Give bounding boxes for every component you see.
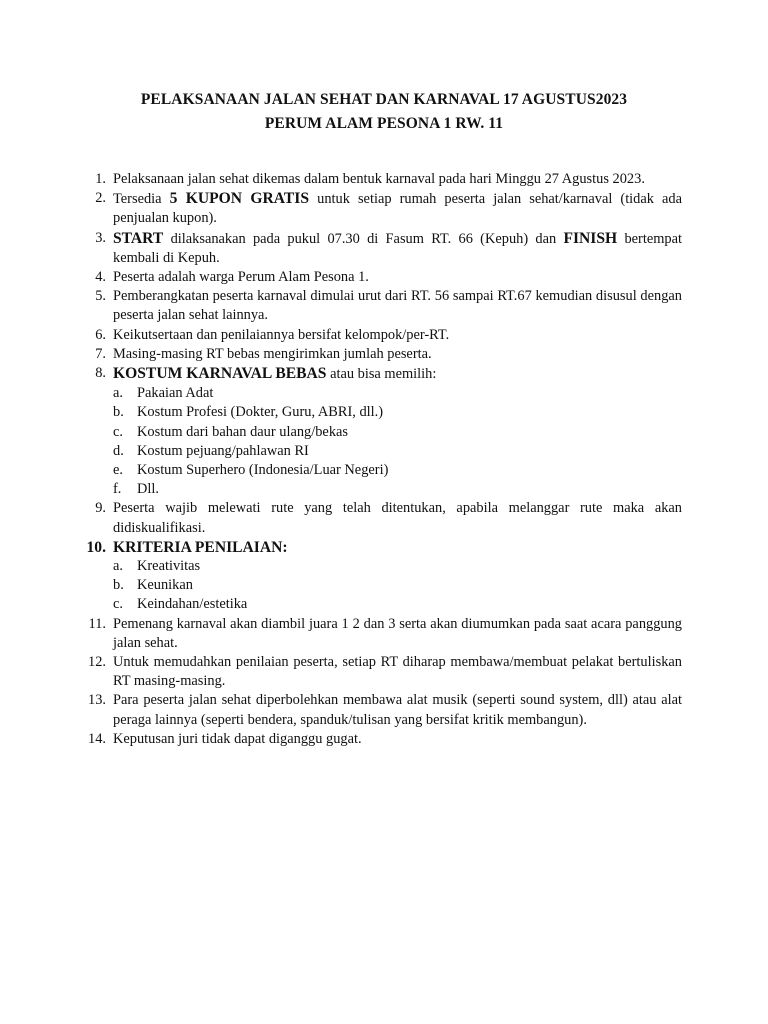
item-number: 4.	[95, 269, 106, 286]
item-text: Peserta adalah warga Perum Alam Pesona 1.	[113, 269, 369, 286]
item-text-post: bertempat kembali di Kepuh.	[113, 230, 682, 266]
sub-item-d	[113, 442, 682, 461]
list-item-8	[82, 364, 682, 499]
list-item-13	[82, 691, 682, 729]
sub-item-a	[113, 384, 682, 403]
item-text	[113, 364, 682, 384]
sub-item-f	[113, 480, 682, 499]
item-number: 11.	[88, 615, 106, 632]
item-number: 3.	[95, 229, 106, 246]
sub-item-b	[113, 576, 682, 595]
item-text-post: atau bisa memilih:	[326, 366, 437, 383]
list-item-11	[82, 615, 682, 653]
costume-options-list	[113, 384, 682, 499]
sub-item-text: Kostum pejuang/pahlawan RI	[137, 442, 309, 459]
sub-item-c	[113, 423, 682, 442]
sub-item-letter: b.	[113, 577, 124, 594]
sub-item-e	[113, 461, 682, 480]
list-item-7	[82, 345, 682, 364]
list-item-12	[82, 653, 682, 691]
item-text	[113, 189, 682, 228]
list-item-1	[82, 170, 682, 189]
item-text-post: untuk setiap rumah peserta jalan sehat/karnaval (tidak ada penjualan kupon).	[113, 191, 682, 227]
list-item-6	[82, 326, 682, 345]
item-number: 8.	[95, 365, 106, 382]
sub-item-b	[113, 403, 682, 422]
item-text-pre: Tersedia	[113, 191, 170, 208]
item-text-emphasis: 5 KUPON GRATIS	[169, 190, 310, 208]
item-number: 7.	[95, 345, 106, 362]
document-title: PELAKSANAAN JALAN SEHAT DAN KARNAVAL 17 AGUSTUS2023	[140, 91, 628, 108]
item-text: Peserta wajib melewati rute yang telah ditentukan, apabila melanggar rute maka akan didiskualifikasi.	[113, 500, 682, 536]
item-text: Pemenang karnaval akan diambil juara 1 2 dan 3 serta akan diumumkan pada saat acara panggung jalan sehat.	[113, 615, 682, 651]
item-text: Pelaksanaan jalan sehat dikemas dalam bentuk karnaval pada hari Minggu 27 Agustus 2023.	[113, 171, 645, 187]
item-number: 1.	[95, 171, 106, 187]
sub-item-letter: c.	[113, 596, 123, 613]
item-text: Untuk memudahkan penilaian peserta, setiap RT diharap membawa/membuat pelakat bertuliskan RT masing-masing.	[113, 654, 682, 690]
item-number: 14.	[88, 730, 106, 747]
sub-item-text: Kreativitas	[137, 558, 201, 575]
list-item-10	[82, 538, 682, 557]
sub-item-letter: a.	[113, 558, 123, 575]
list-item-3	[82, 229, 682, 268]
list-item-5	[82, 287, 682, 325]
item-number: 9.	[95, 500, 106, 517]
criteria-list	[113, 557, 682, 615]
item-text-finish: FINISH	[563, 229, 618, 247]
item-text: Pemberangkatan peserta karnaval dimulai urut dari RT. 56 sampai RT.67 kemudian disusul dengan peserta jalan sehat lainnya.	[113, 288, 682, 324]
document-subtitle: PERUM ALAM PESONA 1 RW. 11	[264, 115, 504, 132]
item-body	[113, 364, 682, 499]
sub-item-text: Keindahan/estetika	[137, 596, 248, 613]
item-text-start: START	[113, 229, 164, 247]
sub-item-a	[113, 557, 682, 576]
list-item-9	[82, 499, 682, 537]
sub-item-letter: a.	[113, 385, 123, 402]
sub-item-c	[113, 595, 682, 614]
sub-item-letter: f.	[113, 481, 122, 498]
sub-item-letter: c.	[113, 423, 123, 440]
list-item-4	[82, 268, 682, 287]
item-text: Para peserta jalan sehat diperbolehkan membawa alat musik (seperti sound system, dll) atau alat peraga lainnya (seperti bendera, spanduk/tulisan yang bersifat kritik membangun).	[113, 692, 682, 728]
item-text-emphasis: KOSTUM KARNAVAL BEBAS	[113, 365, 327, 383]
item-text: Masing-masing RT bebas mengirimkan jumlah peserta.	[113, 345, 432, 362]
sub-item-text: Kostum Superhero (Indonesia/Luar Negeri)	[137, 462, 389, 479]
sub-item-letter: b.	[113, 404, 124, 421]
item-text	[113, 229, 682, 268]
sub-item-text: Kostum dari bahan daur ulang/bekas	[137, 423, 349, 440]
list-item-2	[82, 189, 682, 228]
item-number: 2.	[95, 190, 106, 207]
item-text: Keputusan juri tidak dapat diganggu gugat.	[113, 730, 362, 747]
sub-item-letter: d.	[113, 442, 124, 459]
item-number: 10.	[86, 538, 106, 556]
item-text-mid: dilaksanakan pada pukul 07.30 di Fasum RT. 66 (Kepuh) dan	[163, 230, 564, 247]
sub-item-text: Dll.	[137, 481, 159, 498]
sub-item-text: Kostum Profesi (Dokter, Guru, ABRI, dll.)	[137, 404, 384, 421]
item-number: 5.	[95, 288, 106, 305]
list-item-10-subs	[82, 557, 682, 615]
sub-item-letter: e.	[113, 462, 123, 479]
item-text: Keikutsertaan dan penilaiannya bersifat kelompok/per-RT.	[113, 326, 450, 343]
sub-item-text: Keunikan	[137, 577, 193, 594]
sub-item-text: Pakaian Adat	[137, 385, 214, 402]
item-number: 13.	[88, 692, 106, 709]
item-number: 6.	[95, 326, 106, 343]
list-item-14	[82, 730, 682, 749]
section-heading: KRITERIA PENILAIAN:	[113, 538, 288, 556]
rules-list	[82, 170, 682, 749]
item-number: 12.	[88, 654, 106, 671]
